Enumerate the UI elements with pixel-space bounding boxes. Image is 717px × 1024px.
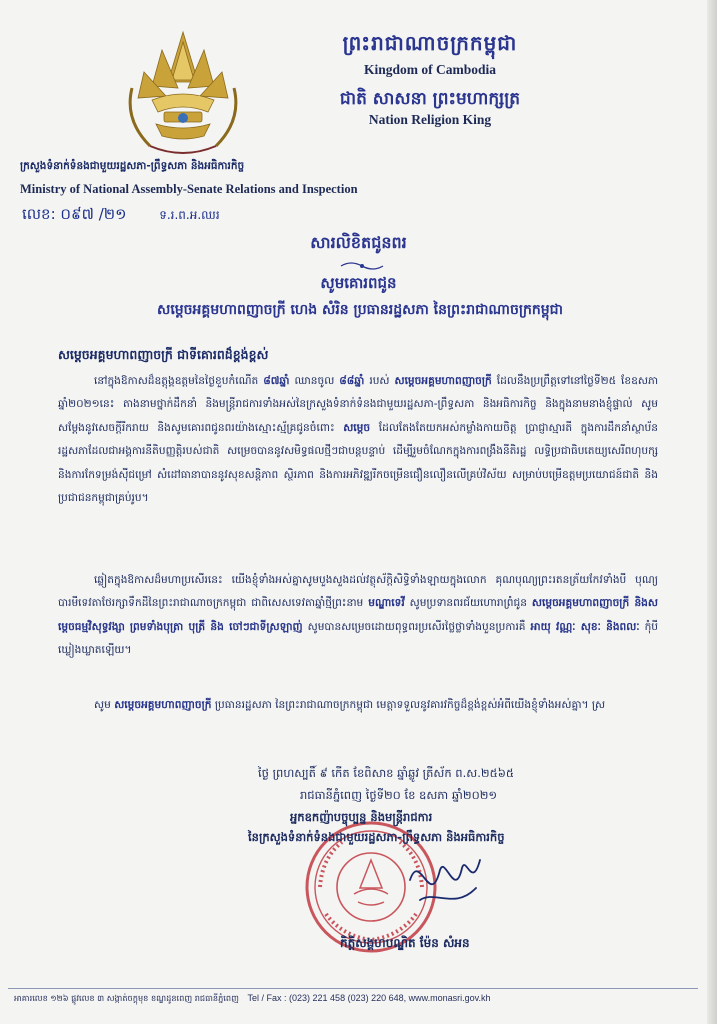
letter-type-title: សារលិខិតជូនពរ bbox=[310, 233, 407, 252]
p3-text: ប្រធានរដ្ឋសភា នៃព្រះរាជាណាចក្រកម្ពុជា មេត្តាទទួលនូវគារវកិច្ចដ៏ខ្ពង់ខ្ពស់អំពីយើងខ្ញុំទាំងអស់គ្នា។ ស្រ bbox=[214, 699, 606, 711]
kingdom-title-english: Kingdom of Cambodia bbox=[363, 62, 497, 77]
signer-name: កិត្តិសង្គហបណ្ឌិត ម៉ែន សំអន bbox=[340, 936, 470, 950]
p2-deity-name: មណ្ឌាទេវី bbox=[368, 597, 405, 610]
salutation: សូមគោរពជូន bbox=[320, 274, 397, 292]
footer-contact: Tel / Fax : (023) 221 458 (023) 220 648, www.monasri.gov.kh bbox=[247, 993, 491, 1003]
footer-address: អាគារលេខ ១២៦ ផ្លូវលេខ ៣ សង្កាត់ចក្តុមុខ ខណ្ឌដូនពេញ រាជធានីភ្នំពេញ bbox=[14, 993, 239, 1003]
motto-khmer: ជាតិ សាសនា ព្រះមហាក្សត្រ bbox=[339, 89, 521, 109]
body-paragraph-1 bbox=[58, 370, 658, 558]
p2-text: កុំបីឃ្លៀងឃ្លាតឡើយ។ bbox=[58, 620, 658, 657]
gregorian-date: រាជធានីភ្នំពេញ ថ្ងៃទី២០ ខែ ឧសភា ឆ្នាំ២០២១ bbox=[300, 788, 498, 802]
recipient: សម្តេចអគ្គមហាពញាចក្រី ហេង សំរិន ប្រធានរដ្ឋសភា នៃព្រះរាជាណាចក្រកម្ពុជា bbox=[157, 302, 563, 318]
footer bbox=[14, 993, 704, 1006]
body-paragraph-3 bbox=[58, 694, 658, 742]
p1-honorific-short: សម្តេច bbox=[343, 421, 371, 434]
p2-text: សូមបានសម្រេចដោយពុទ្ធពរប្រសើរថ្លៃថ្លាទាំងបួនប្រការគឺ bbox=[307, 620, 526, 633]
p1-text: នៅក្នុងឱកាសដ៏ឧត្តុង្គឧត្តមនៃថ្ងៃខួបកំណើត bbox=[94, 375, 259, 387]
p2-text: ឆ្លៀតក្នុងឱកាសដ៏មហាប្រសើរនេះ យើងខ្ញុំទាំងអស់គ្នាសូមបួងសួងដល់វត្ថុស័ក្តិសិទ្ធិទាំងឡាយក្នុងលោក គុណបុណ្យព្រះរតនត្រ័យកែវទាំងបី បុណ្យបារមីទេវតាថែរក្សាទឹកដីនៃព្រះរាជាណាចក្រកម្ពុជា ជាពិសេសទេវតាឆ្នាំថ្មីព្រះនាម bbox=[58, 574, 658, 610]
reference-number bbox=[22, 205, 220, 227]
p2-text: សូមប្រទានពរជ័យហោរាព្រំជូន bbox=[409, 597, 527, 610]
lunar-date: ថ្ងៃ ព្រហស្បតិ៍ ៩ កើត ខែពិសាខ ឆ្នាំឆ្លូវ ត្រីស័ក ព.ស.២៥៦៥ bbox=[258, 766, 514, 780]
p1-text: ដែលតែងតែយកអស់កម្លាំងកាយចិត្ត ប្រាជ្ញាស្មារតី ក្នុងការដឹកនាំស្ថាប័នរដ្ឋសភាដែលជាអង្គការនីតិបញ្ញត្តិរបស់ជាតិ សម្រេចបាននូវសមិទ្ធផលថ្មីៗជាបន្តបន្ទាប់ ដើម្បីរួមចំណែកក្នុងការពង្រឹងនីតិរដ្ឋ លទ្ធិប្រជាធិបតេយ្យសេរីពហុបក្ស និងការកែទម្រង់ស៊ីជម្រៅ សំដៅធានាបាននូវសុខសន្តិភាព ស្ថិរភាព និងការអភិវឌ្ឍរីកចម្រើនជឿនលឿនលើគ្រប់វិស័យ សម្រាប់បម្រើឧត្តមប្រយោជន៍ជាតិ និងប្រជាជនកម្ពុជាគ្រប់រូប។ bbox=[58, 421, 658, 505]
p3-text: សូម bbox=[94, 699, 111, 711]
handwritten-signature-icon bbox=[400, 840, 490, 930]
p1-age-next: ៨៨ឆ្នាំ bbox=[339, 375, 365, 387]
motto-english: Nation Religion King bbox=[368, 112, 492, 127]
signatory-title-line-1: អ្នកឧកញ៉ាបច្ចុប្បន្ន និងមន្ត្រីរាជការ bbox=[290, 810, 433, 824]
reference-code: ទ.រ.ព.អ.ឈរ bbox=[159, 208, 220, 222]
paper-edge-shadow bbox=[707, 0, 717, 1024]
p2-blessings: អាយុ វណ្ណៈ សុខៈ និងពលៈ bbox=[530, 620, 640, 633]
p2-honorifics: សម្តេចអគ្គមហាពញាចក្រី និងសម្តេចធម្មវិសុទ្ធវង្សា bbox=[58, 597, 658, 633]
greeting: សម្តេចអគ្គមហាពញាចក្រី ជាទីគោរពដ៏ខ្ពង់ខ្ពស់ bbox=[58, 347, 269, 362]
p1-age: ៨៧ឆ្នាំ bbox=[263, 375, 290, 387]
body-paragraph-2 bbox=[58, 569, 658, 686]
signatory-title-line-2: នៃក្រសួងទំនាក់ទំនងជាមួយរដ្ឋសភា-ព្រឹទ្ធសភា និងអធិការកិច្ច bbox=[248, 830, 505, 844]
p1-text: ឈានចូល bbox=[294, 375, 335, 387]
reference-number-text: លេខ: ០៩៧ /២១ bbox=[22, 205, 127, 223]
ministry-name-khmer: ក្រសួងទំនាក់ទំនងជាមួយរដ្ឋសភា-ព្រឹទ្ធសភា និងអធិការកិច្ច bbox=[20, 160, 245, 172]
ministry-emblem-icon bbox=[122, 28, 244, 160]
ministry-name-english: Ministry of National Assembly-Senate Relations and Inspection bbox=[20, 182, 358, 196]
p1-text: របស់ bbox=[369, 375, 390, 387]
footer-divider bbox=[8, 988, 698, 989]
kingdom-title-khmer: ព្រះរាជាណាចក្រកម្ពុជា bbox=[342, 31, 518, 55]
p2-family: ព្រមទាំងបុត្រា បុត្រី និង ចៅៗជាទីស្រឡាញ់ bbox=[129, 620, 303, 633]
p3-honorific: សម្តេចអគ្គមហាពញាចក្រី bbox=[114, 699, 212, 711]
p1-text: ដែលនឹងប្រព្រឹត្តទៅនៅថ្ងៃទី២៥ ខែឧសភា ឆ្នាំ២០២១នេះ តាងនាមថ្នាក់ដឹកនាំ និងមន្ត្រីរាជការទាំងអស់នៃក្រសួងទំនាក់ទំនងជាមួយរដ្ឋសភា-ព្រឹទ្ធសភា និងអធិការកិច្ច និងក្នុងនាមនាងខ្ញុំផ្ទាល់ សូមសម្តែងនូវសេចក្តីរីករាយ និងសូមគោរពជូនពរយ៉ាងស្មោះស្ម័គ្រជូនចំពោះ bbox=[58, 375, 658, 434]
ornament-divider-icon bbox=[339, 260, 385, 272]
p1-honorific: សម្តេចអគ្គមហាពញាចក្រី bbox=[394, 375, 492, 387]
